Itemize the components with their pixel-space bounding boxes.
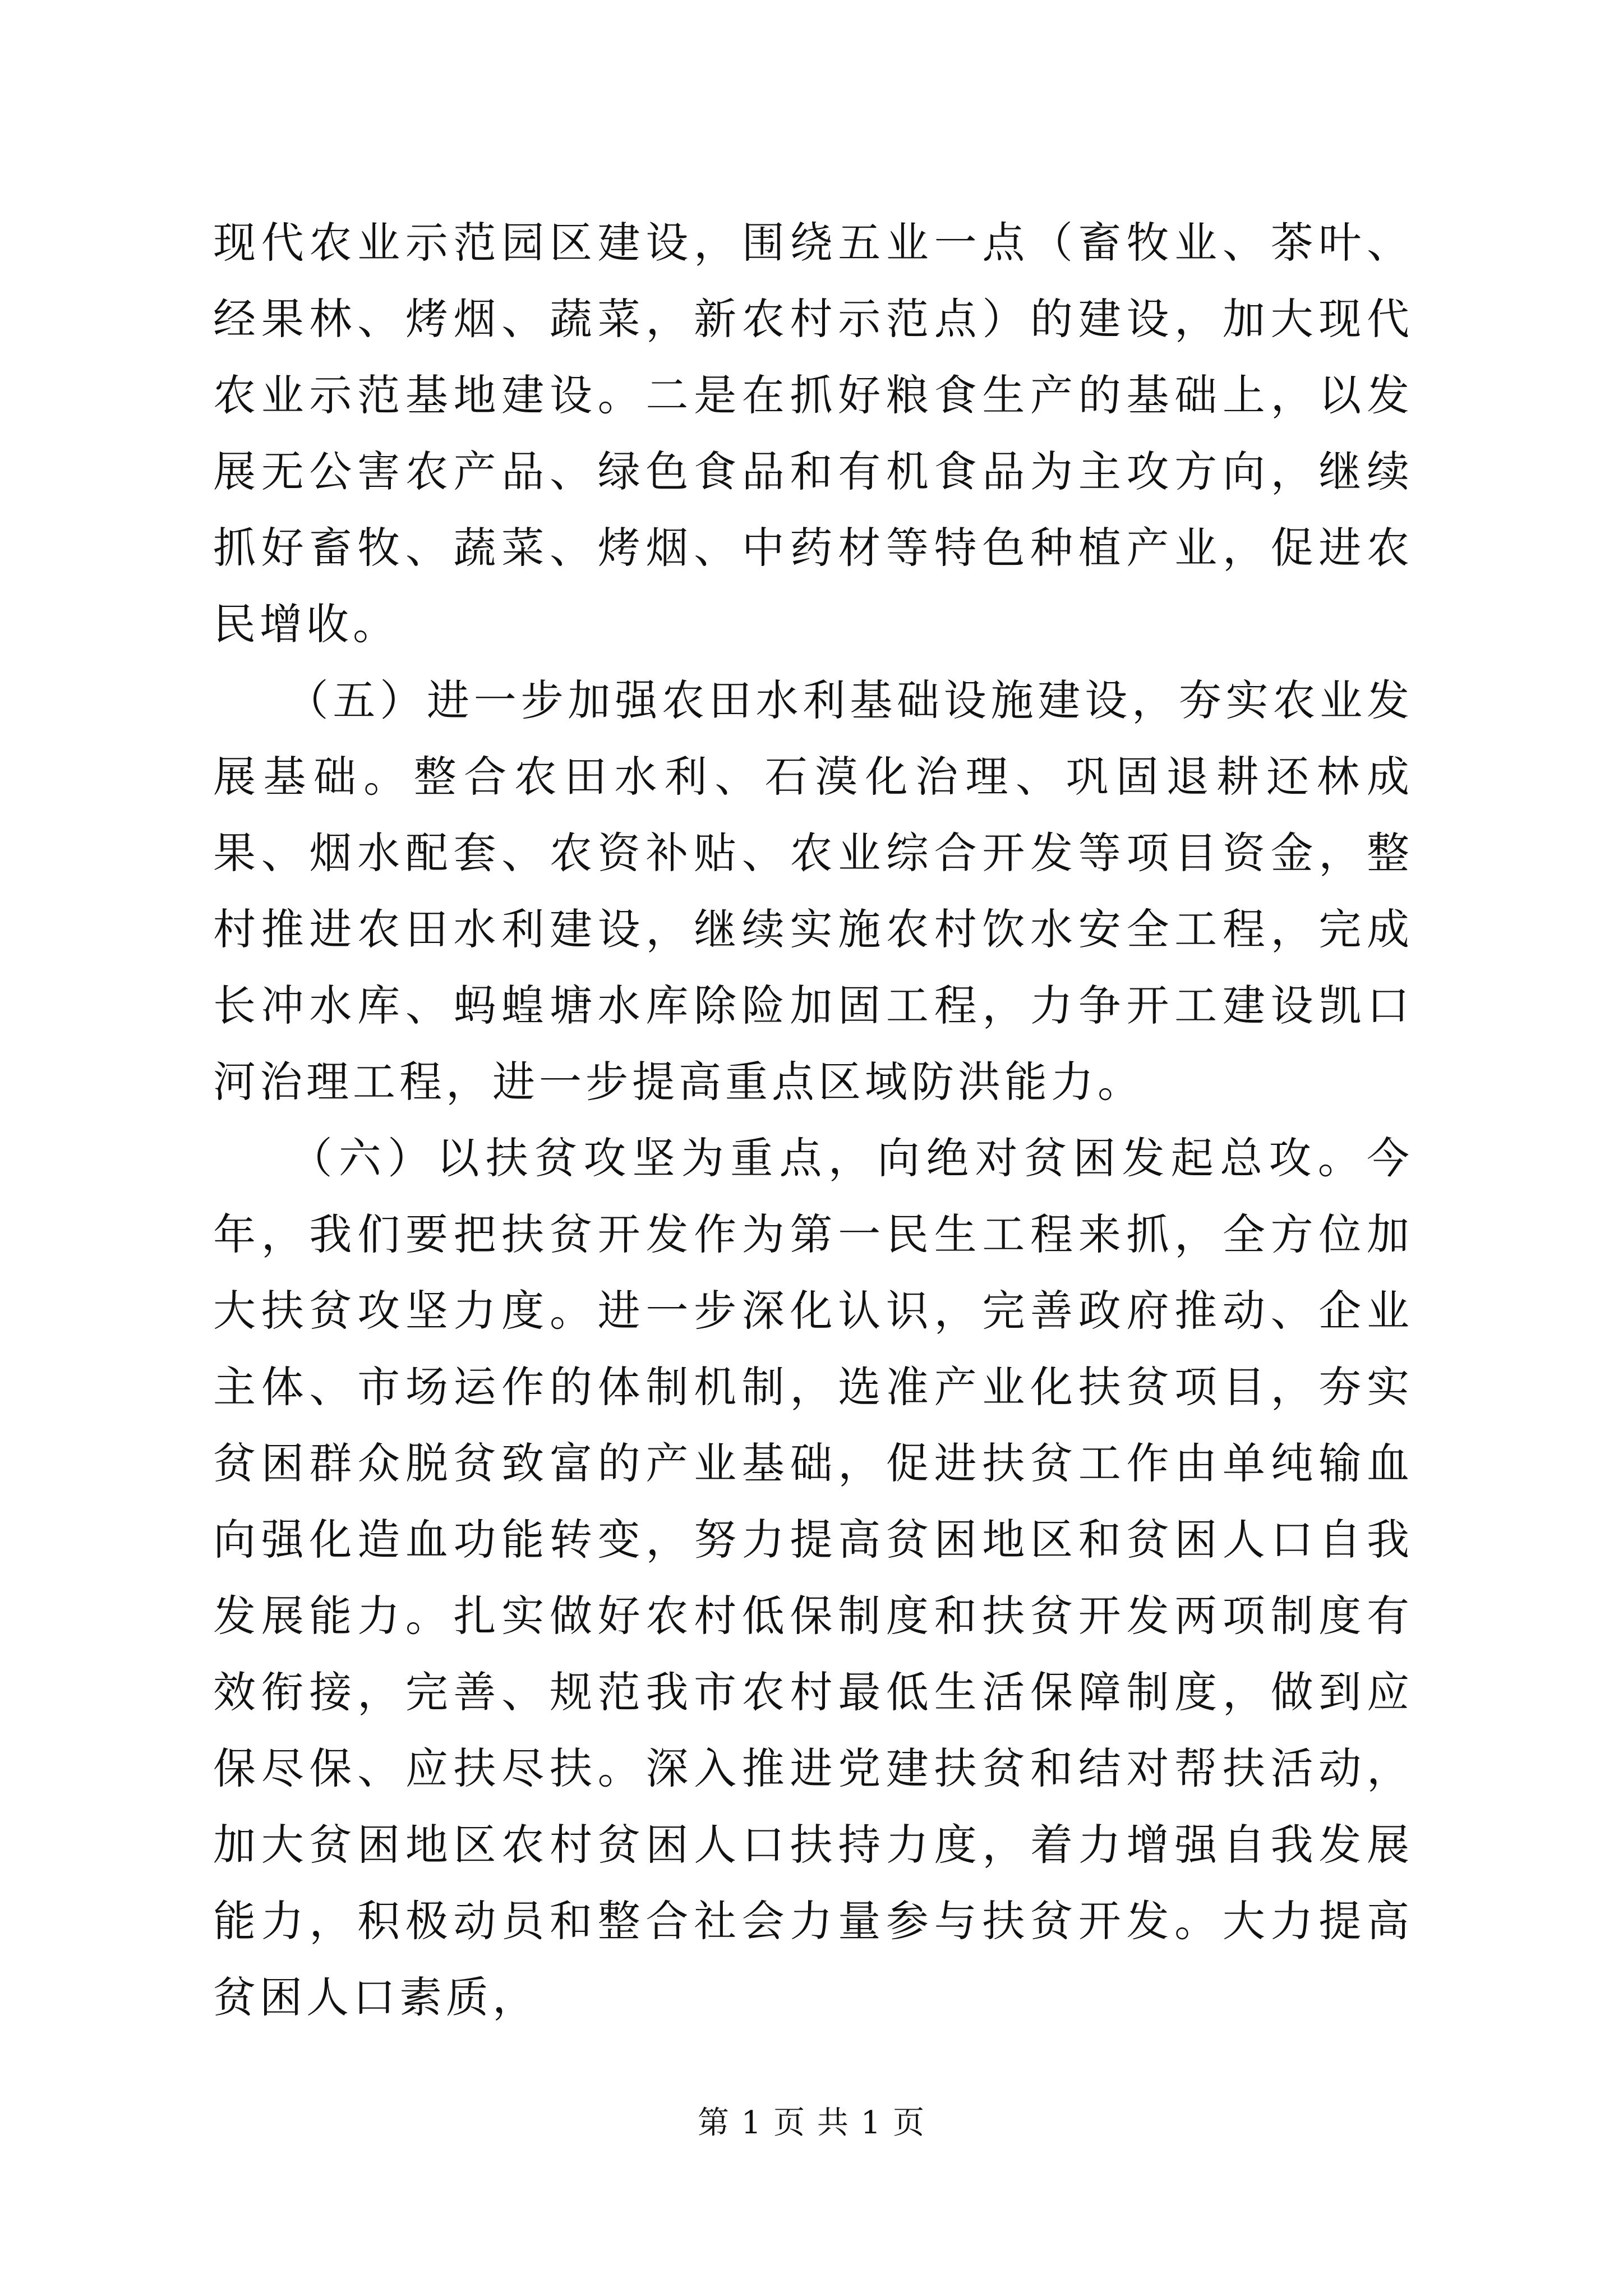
paragraph-continuation: 现代农业示范园区建设，围绕五业一点（畜牧业、茶叶、经果林、烤烟、蔬菜，新农村示范点）的建设，加大现代农业示范基地建设。二是在抓好粮食生产的基础上，以发展无公害农产品、绿色食品和有机食品为主攻方向，继续抓好畜牧、蔬菜、烤烟、中药材等特色种植产业，促进农民增收。 — [213, 218, 1413, 649]
paragraph-section-six: （六）以扶贫攻坚为重点，向绝对贫困发起总攻。今年，我们要把扶贫开发作为第一民生工程来抓，全方位加大扶贫攻坚力度。进一步深化认识，完善政府推动、企业主体、市场运作的体制机制，选准产业化扶贫项目，夯实贫困群众脱贫致富的产业基础，促进扶贫工作由单纯输血向强化造血功能转变，努力提高贫困地区和贫困人口自我发展能力。扎实做好农村低保制度和扶贫开发两项制度有效衔接，完善、规范我市农村最低生活保障制度，做到应保尽保、应扶尽扶。深入推进党建扶贫和结对帮扶活动，加大贫困地区农村贫困人口扶持力度，着力增强自我发展能力，积极动员和整合社会力量参与扶贫开发。大力提高贫困人口素质， — [213, 1133, 1413, 2022]
paragraph-section-five: （五）进一步加强农田水利基础设施建设，夯实农业发展基础。整合农田水利、石漠化治理、巩固退耕还林成果、烟水配套、农资补贴、农业综合开发等项目资金，整村推进农田水利建设，继续实施农村饮水安全工程，完成长冲水库、蚂蝗塘水库除险加固工程，力争开工建设凯口河治理工程，进一步提高重点区域防洪能力。 — [213, 675, 1413, 1107]
page-footer: 第 1 页 共 1 页 — [697, 2105, 926, 2141]
document-body — [213, 205, 1413, 2036]
